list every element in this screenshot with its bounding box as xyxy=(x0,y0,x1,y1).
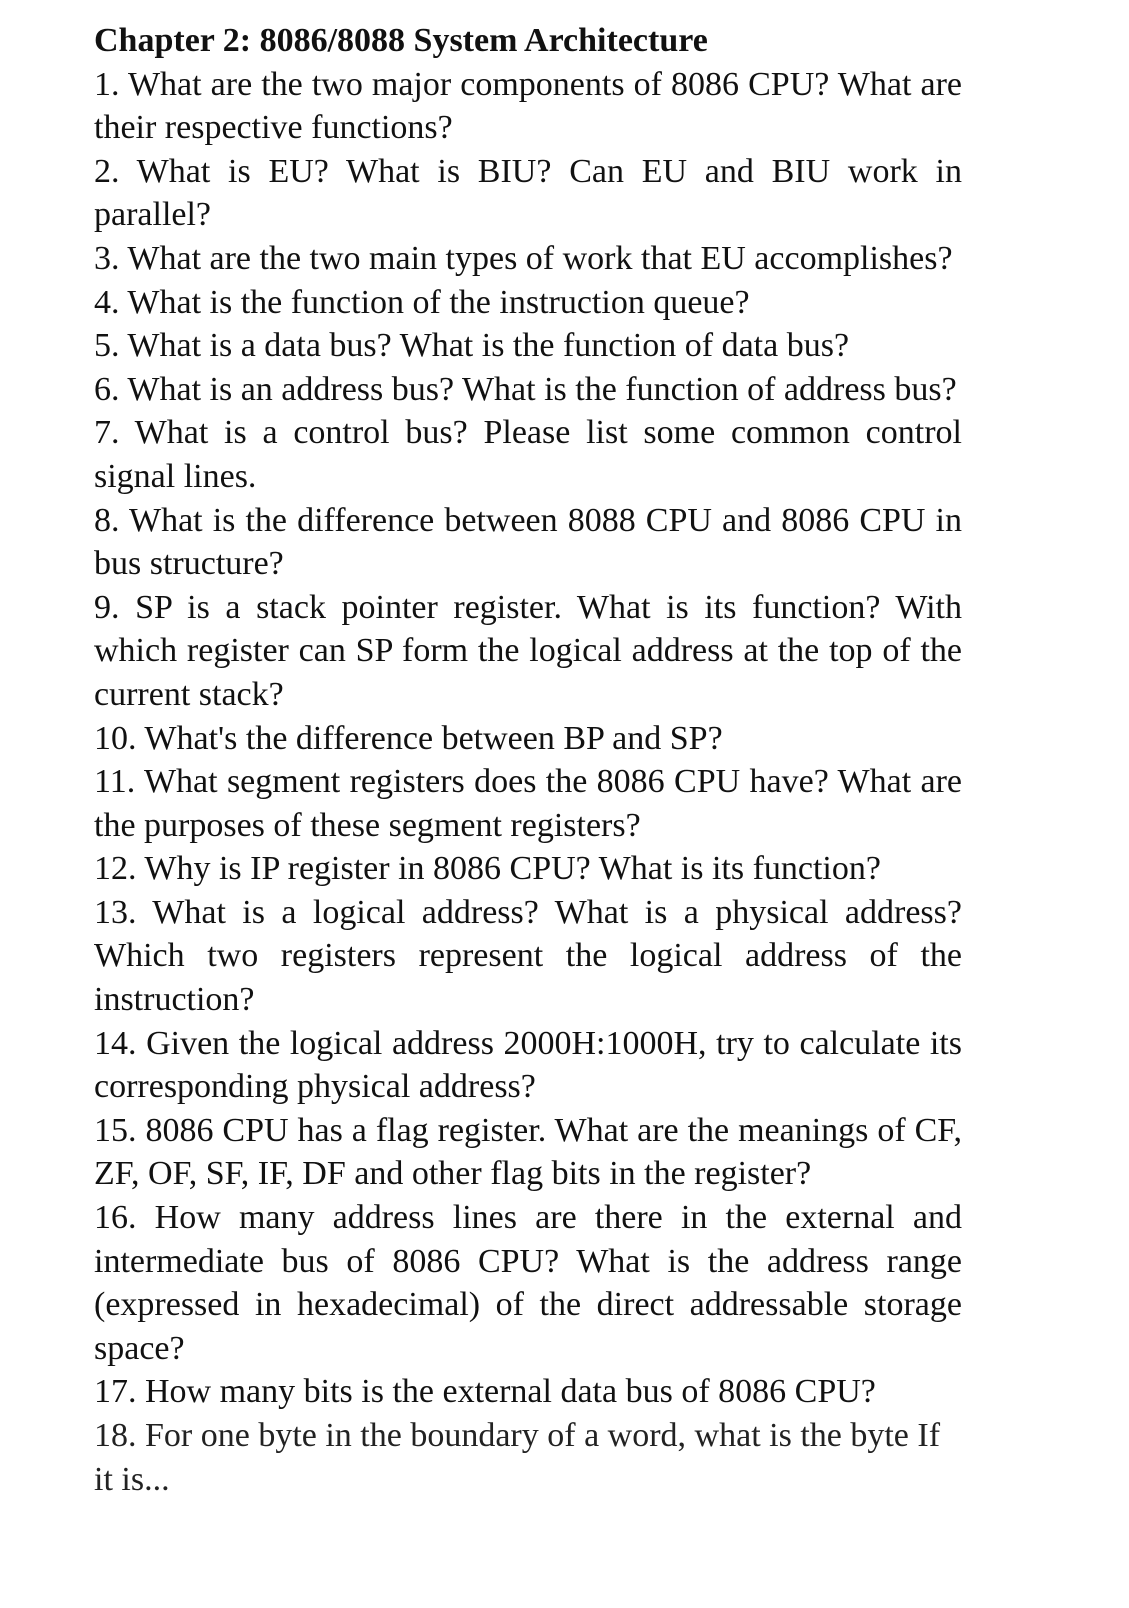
question-10: 10. What's the difference between BP and SP? xyxy=(94,719,723,757)
question-3: 3. What are the two main types of work that EU accomplishes? xyxy=(94,239,953,277)
question-9: 9. SP is a stack pointer register. What is its function? With which register can SP form the logical address at the top of the current stack? xyxy=(94,588,962,713)
question-16: 16. How many address lines are there in the external and intermediate bus of 8086 CPU? What is the address range (expressed in hexadecimal) of the direct addressable storage space? xyxy=(94,1199,962,1367)
chapter-title: Chapter 2: 8086/8088 System Architecture xyxy=(94,22,708,59)
question-14: 14. Given the logical address 2000H:1000H, try to calculate its corresponding physical address? xyxy=(94,1024,962,1106)
question-18-cut-off: 18. For one byte in the boundary of a word, what is the byte If it is... xyxy=(94,1417,941,1498)
question-13: 13. What is a logical address? What is a physical address? Which two registers represent the logical address of the instruction? xyxy=(94,893,962,1019)
question-15: 15. 8086 CPU has a flag register. What are the meanings of CF, ZF, OF, SF, IF, DF and other flag bits in the register? xyxy=(94,1111,962,1193)
question-1: 1. What are the two major components of 8086 CPU? What are their respective functions? xyxy=(94,65,962,147)
question-11: 11. What segment registers does the 8086 CPU have? What are the purposes of these segment registers? xyxy=(94,763,962,844)
question-12: 12. Why is IP register in 8086 CPU? What is its function? xyxy=(94,850,881,888)
question-5: 5. What is a data bus? What is the function of data bus? xyxy=(94,327,850,365)
question-6: 6. What is an address bus? What is the function of address bus? xyxy=(94,370,957,408)
question-2: 2. What is EU? What is BIU? Can EU and BIU work in parallel? xyxy=(94,152,962,234)
question-17: 17. How many bits is the external data bus of 8086 CPU? xyxy=(94,1373,876,1411)
document-page xyxy=(94,19,962,1498)
question-7: 7. What is a control bus? Please list some common control signal lines. xyxy=(94,414,962,495)
question-8: 8. What is the difference between 8088 CPU and 8086 CPU in bus structure? xyxy=(94,501,962,583)
question-4: 4. What is the function of the instruction queue? xyxy=(94,283,750,321)
